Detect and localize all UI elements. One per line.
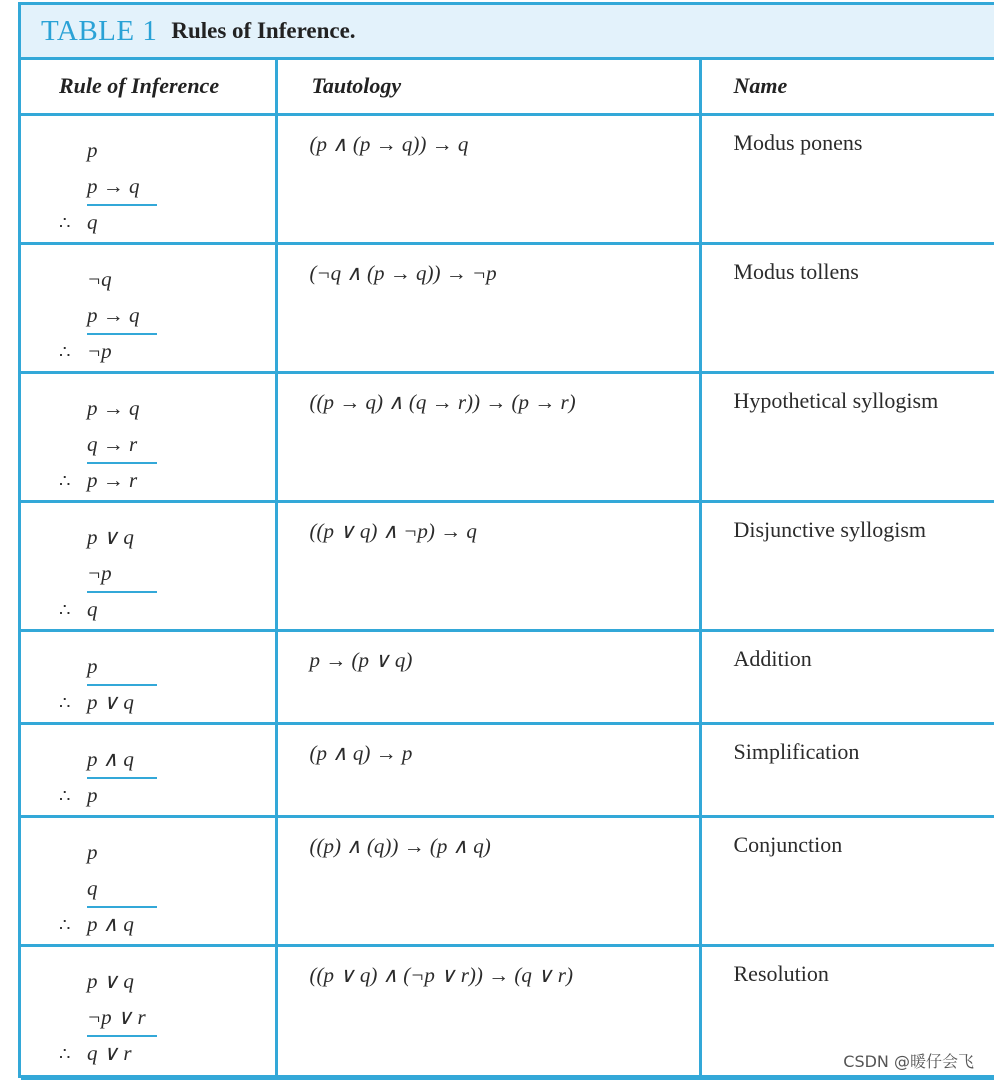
therefore-symbol: ∴ — [59, 692, 71, 713]
rule-argument — [21, 947, 275, 1071]
premise: ¬p ∨ r — [87, 1004, 146, 1029]
tautology-cell — [276, 114, 700, 243]
conclusion-line — [21, 906, 275, 942]
premise: ¬p — [87, 560, 112, 585]
tautology: p → (p ∨ q) — [309, 647, 413, 672]
tautology-cell — [276, 501, 700, 630]
therefore-symbol: ∴ — [59, 785, 71, 806]
rule-row — [21, 816, 994, 945]
therefore-symbol: ∴ — [59, 470, 71, 491]
rule-argument — [21, 374, 275, 498]
rule-cell — [21, 114, 276, 243]
rule-cell — [21, 945, 276, 1078]
rule-argument — [21, 245, 275, 369]
rule-argument — [21, 725, 275, 813]
therefore-symbol: ∴ — [59, 212, 71, 233]
name-cell — [700, 501, 994, 630]
rule-row — [21, 372, 994, 501]
name-cell — [700, 816, 994, 945]
tautology-cell — [276, 723, 700, 816]
tautology-cell — [276, 243, 700, 372]
table-number: TABLE 1 — [41, 14, 158, 47]
tautology: ((p) ∧ (q)) → (p ∧ q) — [309, 833, 491, 858]
rule-name: Conjunction — [733, 831, 843, 857]
conclusion-line — [21, 333, 275, 369]
conclusion-line — [21, 462, 275, 498]
conclusion-line — [21, 1035, 275, 1071]
rule-argument — [21, 818, 275, 942]
premise: p ∨ q — [87, 968, 134, 993]
tautology-cell — [276, 372, 700, 501]
premise: q — [87, 875, 98, 900]
tautology: (p ∧ (p → q)) → q — [309, 131, 469, 156]
rule-argument — [21, 116, 275, 240]
rule-name: Disjunctive syllogism — [733, 516, 926, 542]
rule-argument — [21, 632, 275, 720]
rule-row — [21, 630, 994, 723]
rule-cell — [21, 816, 276, 945]
rule-name: Hypothetical syllogism — [733, 387, 939, 413]
header-tautology: Tautology — [276, 60, 700, 114]
tautology: (p ∧ q) → p — [309, 740, 413, 765]
table-caption — [21, 5, 994, 60]
premise: p ∨ q — [87, 524, 134, 549]
conclusion: p — [87, 777, 157, 811]
premise: ¬q — [87, 266, 112, 291]
rule-row — [21, 723, 994, 816]
therefore-symbol: ∴ — [59, 1043, 71, 1064]
conclusion-line — [21, 204, 275, 240]
header-rule: Rule of Inference — [21, 60, 276, 114]
rules-of-inference-table-frame — [18, 2, 994, 1078]
rule-cell — [21, 723, 276, 816]
name-cell — [700, 114, 994, 243]
premise: q → r — [87, 431, 138, 456]
rules-table — [21, 60, 994, 1080]
conclusion: q — [87, 204, 157, 238]
rule-row — [21, 501, 994, 630]
tautology: ((p → q) ∧ (q → r)) → (p → r) — [309, 389, 576, 414]
name-cell — [700, 723, 994, 816]
conclusion: p ∨ q — [87, 684, 157, 718]
tautology-cell — [276, 945, 700, 1078]
rule-argument — [21, 503, 275, 627]
name-cell — [700, 630, 994, 723]
premise: p — [87, 653, 98, 678]
tautology: (¬q ∧ (p → q)) → ¬p — [309, 260, 497, 285]
name-cell — [700, 372, 994, 501]
rule-name: Addition — [733, 645, 812, 671]
therefore-symbol: ∴ — [59, 341, 71, 362]
rule-cell — [21, 243, 276, 372]
rule-cell — [21, 372, 276, 501]
rule-name: Modus tollens — [733, 258, 859, 284]
tautology: ((p ∨ q) ∧ ¬p) → q — [309, 518, 477, 543]
premise: p — [87, 839, 98, 864]
table-title: Rules of Inference. — [171, 18, 356, 43]
conclusion: p ∧ q — [87, 906, 157, 940]
rule-cell — [21, 630, 276, 723]
watermark: CSDN @暖仔会飞 — [841, 1049, 976, 1072]
rule-row — [21, 243, 994, 372]
conclusion: p → r — [87, 462, 157, 496]
header-row — [21, 60, 994, 114]
conclusion-line — [21, 591, 275, 627]
premise: p → q — [87, 302, 140, 327]
rule-row — [21, 114, 994, 243]
conclusion: q — [87, 591, 157, 625]
premise: p → q — [87, 395, 140, 420]
premise: p → q — [87, 173, 140, 198]
tautology-cell — [276, 816, 700, 945]
therefore-symbol: ∴ — [59, 599, 71, 620]
conclusion: q ∨ r — [87, 1035, 157, 1069]
header-name: Name — [700, 60, 994, 114]
rule-name: Simplification — [733, 738, 860, 764]
conclusion-line — [21, 777, 275, 813]
name-cell — [700, 243, 994, 372]
premise: p — [87, 137, 98, 162]
conclusion-line — [21, 684, 275, 720]
therefore-symbol: ∴ — [59, 914, 71, 935]
conclusion: ¬p — [87, 333, 157, 367]
tautology-cell — [276, 630, 700, 723]
tautology: ((p ∨ q) ∧ (¬p ∨ r)) → (q ∨ r) — [309, 962, 573, 987]
rule-name: Modus ponens — [733, 129, 863, 155]
rule-name: Resolution — [733, 960, 829, 986]
rule-cell — [21, 501, 276, 630]
premise: p ∧ q — [87, 746, 134, 771]
